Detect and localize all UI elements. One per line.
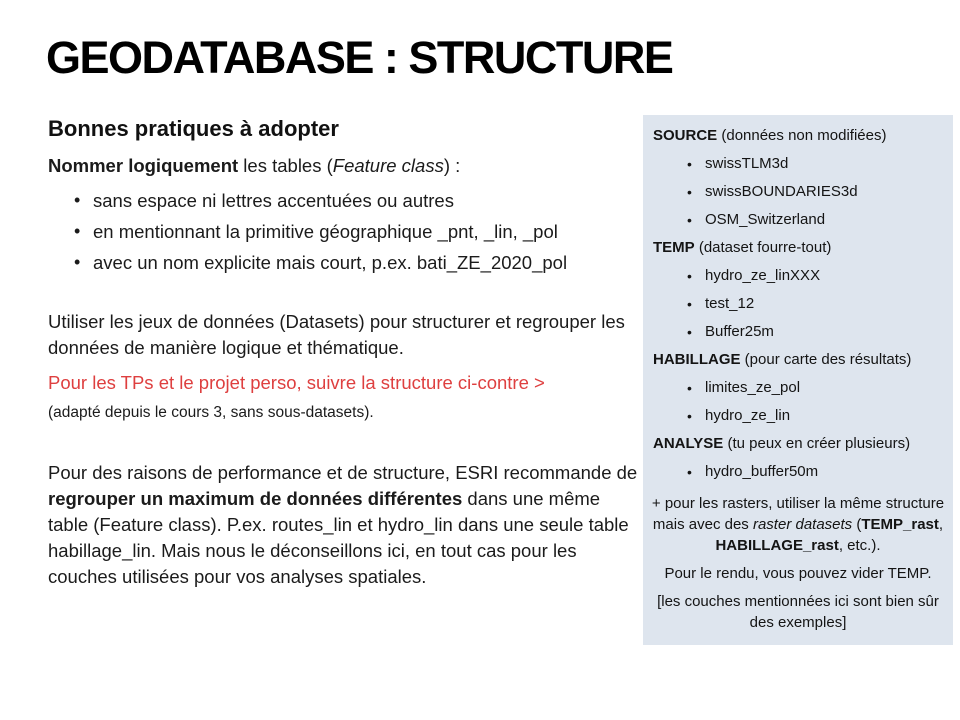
naming-bullet-list <box>48 185 644 278</box>
dataset-desc: (tu peux en créer plusieurs) <box>723 435 911 452</box>
list-item: • sans espace ni lettres accentuées ou autres <box>48 185 644 216</box>
list-item: • swissTLM3d <box>651 150 945 178</box>
panel-item-list <box>651 150 945 234</box>
tp-instruction-note: (adapté depuis le cours 3, sans sous-datasets). <box>48 404 374 421</box>
naming-rule-mid: les tables ( <box>238 155 333 176</box>
naming-rule-line <box>48 153 644 179</box>
panel-section-header <box>651 346 945 374</box>
panel-section-header <box>651 122 945 150</box>
list-item: • OSM_Switzerland <box>651 206 945 234</box>
raster-note-bold-habillage: HABILLAGE_rast <box>715 537 839 554</box>
raster-note-end: , etc.). <box>838 537 881 554</box>
panel-section-source <box>651 122 945 234</box>
esri-paragraph-bold: regrouper un maximum de données différentes <box>48 488 463 509</box>
panel-section-temp <box>651 234 945 346</box>
panel-section-header <box>651 234 945 262</box>
panel-section-habillage <box>651 346 945 430</box>
list-item: • limites_ze_pol <box>651 374 945 402</box>
dataset-name: HABILLAGE <box>653 351 741 368</box>
naming-rule-bold: Nommer logiquement <box>48 155 239 176</box>
list-item: • swissBOUNDARIES3d <box>651 178 945 206</box>
structure-panel <box>643 115 953 645</box>
dataset-desc: (données non modifiées) <box>717 127 887 144</box>
list-item: • test_12 <box>651 290 945 318</box>
dataset-desc: (pour carte des résultats) <box>740 351 912 368</box>
dataset-desc: (dataset fourre-tout) <box>694 239 832 256</box>
esri-paragraph <box>48 460 644 590</box>
naming-rule-end: ) : <box>443 155 461 176</box>
list-item: • avec un nom explicite mais court, p.ex. bati_ZE_2020_pol <box>48 247 644 278</box>
list-item: • en mentionnant la primitive géographique _pnt, _lin, _pol <box>48 216 644 247</box>
panel-section-header <box>651 430 945 458</box>
panel-item-list <box>651 374 945 430</box>
list-item: • hydro_ze_linXXX <box>651 262 945 290</box>
esri-paragraph-start: Pour des raisons de performance et de structure, ESRI recommande de <box>48 462 638 483</box>
panel-item-list <box>651 262 945 346</box>
naming-rule-italic: Feature class <box>332 155 444 176</box>
panel-item-list <box>651 458 945 486</box>
datasets-paragraph: Utiliser les jeux de données (Datasets) pour structurer et regrouper les données de manière logique et thématique. <box>48 311 625 358</box>
raster-note <box>651 493 945 556</box>
raster-note-mid: ( <box>852 516 862 533</box>
list-item: • hydro_buffer50m <box>651 458 945 486</box>
panel-section-analyse <box>651 430 945 486</box>
raster-note-bold-temp: TEMP_rast <box>861 516 939 533</box>
raster-note-sep: , <box>938 516 944 533</box>
section-heading: Bonnes pratiques à adopter <box>48 116 339 141</box>
main-content <box>48 116 644 590</box>
dataset-name: SOURCE <box>653 127 718 144</box>
dataset-name: TEMP <box>653 239 695 256</box>
examples-note: [les couches mentionnées ici sont bien sûr des exemples] <box>657 593 939 631</box>
dataset-name: ANALYSE <box>653 435 724 452</box>
slide-title: GEODATABASE : STRUCTURE <box>46 32 673 83</box>
list-item: • hydro_ze_lin <box>651 402 945 430</box>
list-item: • Buffer25m <box>651 318 945 346</box>
raster-note-italic: raster datasets <box>752 516 853 533</box>
rendu-note: Pour le rendu, vous pouvez vider TEMP. <box>664 565 932 582</box>
tp-instruction-red: Pour les TPs et le projet perso, suivre la structure ci-contre > <box>48 372 545 393</box>
esri-paragraph-end: dans une même table (Feature class). P.ex. routes_lin et hydro_lin dans une seule table habillage_lin. Mais nous le déconseillons ici, en tout cas pour les couches utilisées pour vos analyses spatiales. <box>48 488 629 587</box>
raster-note-start: + pour les rasters, utiliser la même structure mais avec des <box>651 495 945 533</box>
